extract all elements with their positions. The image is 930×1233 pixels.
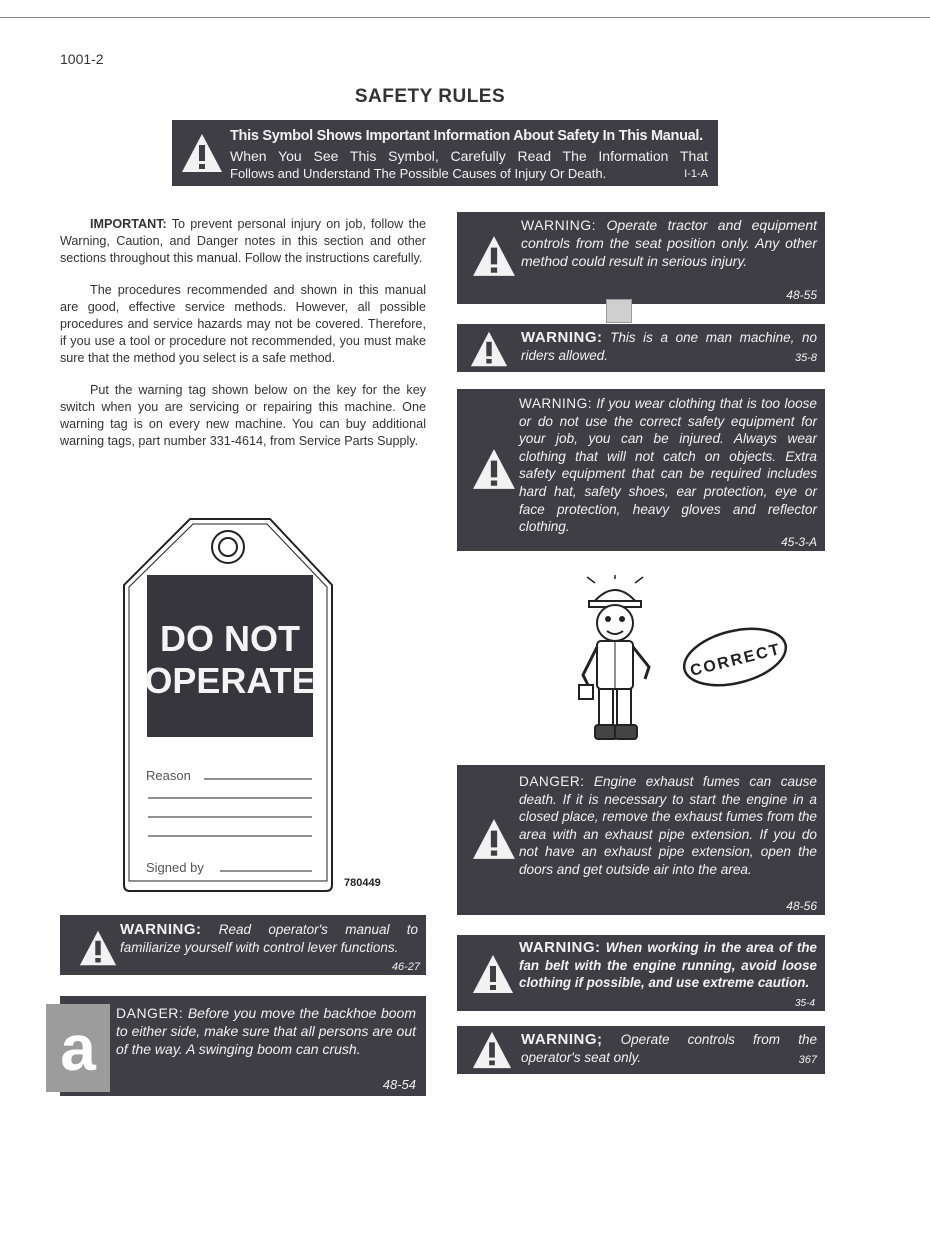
warning-triangle-icon xyxy=(471,953,515,995)
warning-box-one-man-machine xyxy=(457,324,825,372)
warning-label: WARNING: xyxy=(519,939,601,956)
tag-part-number: 780449 xyxy=(344,877,381,889)
warning-triangle-icon xyxy=(469,330,509,368)
warning-label: WARNING: xyxy=(519,396,592,411)
tag-signed-label: Signed by xyxy=(146,860,204,875)
danger-text: Engine exhaust fumes can cause death. If it is necessary to start the engine in a closed place, remove the exhaust fumes from the area with an exhaust pipe extension. If you do not have an exhaust pipe extension, open the doors and get outside air into the area. xyxy=(519,774,817,877)
warning-triangle-icon xyxy=(180,132,224,174)
danger-code: 48-56 xyxy=(786,899,817,913)
symbol-notice-box xyxy=(172,120,718,186)
warning-box-fan-belt xyxy=(457,935,825,1011)
correct-label: CORRECT xyxy=(688,640,784,680)
warning-code: 48-55 xyxy=(786,288,817,302)
important-text: To prevent personal injury on job, follow the Warning, Caution, and Danger notes in this section and other sections throughout this manual. Follow the instructions carefully. xyxy=(60,217,426,266)
danger-label: DANGER: xyxy=(519,774,585,789)
warning-code: 45-3-A xyxy=(780,535,817,549)
symbol-notice-code: I-1-A xyxy=(684,168,708,180)
warning-triangle-icon xyxy=(471,1030,513,1070)
tag-line1: DO NOT xyxy=(160,618,300,659)
tag-line2: OPERATE xyxy=(144,660,316,701)
danger-box-exhaust xyxy=(457,765,825,915)
warning-text: If you wear clothing that is too loose or do not use the correct safety equipment for your job, you can be injured. Always wear clothing that will not catch on objects. Extra safety equipment that can be required includes hard hat, safety shoes, ear protection, eye or face protection, heavy gloves and reflector clothing. xyxy=(519,396,817,535)
do-not-operate-tag xyxy=(120,515,340,895)
important-paragraph xyxy=(60,216,426,268)
tag-reason-label: Reason xyxy=(146,768,191,783)
symbol-notice-heading: This Symbol Shows Important Information About Safety In This Manual. xyxy=(230,128,703,144)
warning-code: 367 xyxy=(798,1054,817,1066)
symbol-notice-line3: Follows and Understand The Possible Causes of Injury Or Death. xyxy=(230,166,607,181)
symbol-notice-line2: When You See This Symbol, Carefully Read The Information That xyxy=(230,148,708,164)
warning-triangle-icon xyxy=(471,234,517,278)
warning-triangle-icon xyxy=(78,929,118,967)
warning-triangle-icon xyxy=(471,817,517,861)
warning-text: When working in the area of the fan belt with the engine running, avoid loose clothing if possible, and use extreme caution. xyxy=(519,940,817,990)
warning-text: Operate controls from the operator's seat only. xyxy=(521,1032,817,1065)
danger-text: Before you move the backhoe boom to either side, make sure that all persons are out of the way. A swinging boom can crush. xyxy=(116,1005,417,1057)
warning-label: WARNING: xyxy=(521,329,603,346)
danger-box-backhoe-boom xyxy=(60,996,426,1096)
warning-label: WARNING: xyxy=(120,921,202,938)
correct-worker-illustration xyxy=(575,575,795,745)
warning-triangle-icon xyxy=(471,447,517,491)
page-title: SAFETY RULES xyxy=(354,86,506,107)
danger-code: 48-54 xyxy=(382,1077,416,1092)
danger-label: DANGER: xyxy=(116,1005,184,1021)
warning-text: Read operator's manual to familiarize yourself with control lever functions. xyxy=(120,922,418,955)
warning-box-operators-manual xyxy=(60,915,426,975)
procedures-paragraph: The procedures recommended and shown in this manual are good, effective service methods. However, all possible procedures and service hazards may not be covered. Therefore, if you use a tool or procedure not recommended, you must make sure that the method you select is a safe method. xyxy=(60,282,426,366)
scan-marker xyxy=(606,299,632,323)
tag-paragraph: Put the warning tag shown below on the key for the key switch when you are servicing or repairing this machine. One warning tag is on every new machine. You can buy additional warning tags, part number 331-4614, from Service Parts Supply. xyxy=(60,382,426,449)
body-text xyxy=(60,216,426,464)
warning-code: 35-8 xyxy=(794,352,817,364)
warning-label: WARNING: xyxy=(521,217,597,233)
warning-box-operator-seat xyxy=(457,1026,825,1074)
warning-box-seat-position xyxy=(457,212,825,304)
warning-label: WARNING; xyxy=(521,1031,603,1048)
warning-code: 46-27 xyxy=(391,961,420,973)
important-label: IMPORTANT: xyxy=(90,217,167,231)
section-badge: a xyxy=(46,1004,110,1092)
warning-code: 35-4 xyxy=(794,998,815,1009)
warning-text: This is a one man machine, no riders allowed. xyxy=(521,330,817,363)
warning-box-clothing xyxy=(457,389,825,551)
warning-text: Operate tractor and equipment controls from the seat position only. Any other method could result in serious injury. xyxy=(521,217,818,269)
scan-top-rule xyxy=(0,17,930,18)
page-number: 1001-2 xyxy=(60,51,104,67)
